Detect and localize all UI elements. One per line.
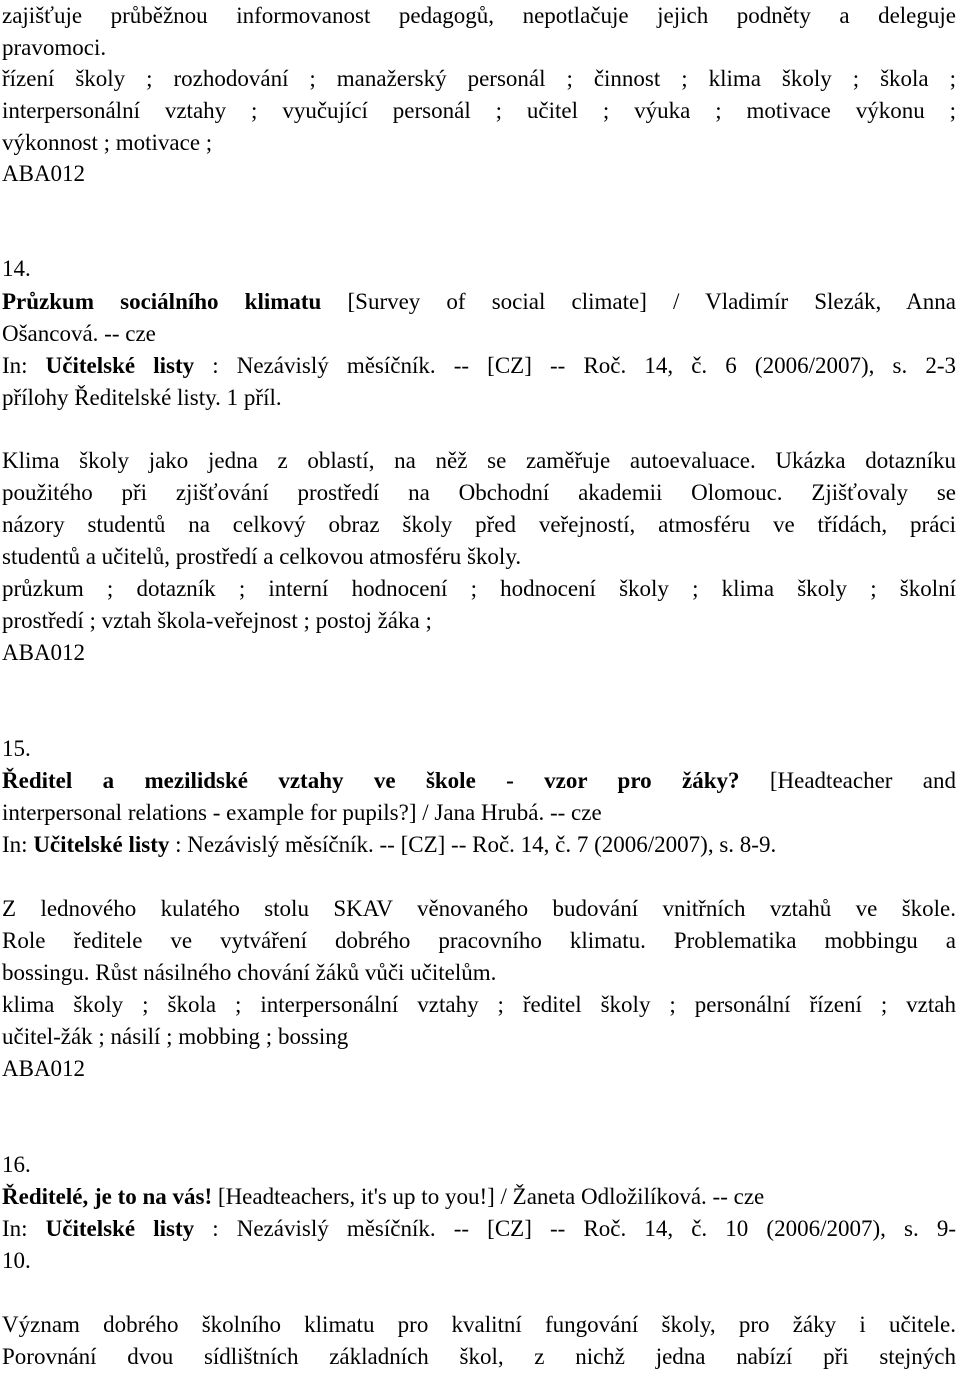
entry-title-line: Ošancová. -- cze [2,321,156,346]
source-journal: Učitelské listy [33,832,170,857]
prev-keywords-line: řízení školy ; rozhodování ; manažerský personál ; činnost ; klima školy ; škola ; [2,66,956,91]
entry-abstract-line: studentů a učitelů, prostředí a celkovou atmosféru školy. [2,544,522,569]
source-prefix: In: [2,1216,46,1241]
entry-keywords-line: učitel-žák ; násilí ; mobbing ; bossing [2,1024,349,1049]
entry-title-rest: [Headteachers, it's up to you!] / Žaneta Odložilíková. -- cze [212,1184,765,1209]
prev-keywords-line: interpersonální vztahy ; vyučující personál ; učitel ; výuka ; motivace výkonu ; [2,98,956,123]
entry-abstract-line: Role ředitele ve vytváření dobrého pracovního klimatu. Problematika mobbingu a [2,928,956,953]
entry-title-rest: [Headteacher and [739,768,957,793]
source-prefix: In: [2,832,34,857]
entry-abstract-line: Z lednového kulatého stolu SKAV věnovaného budování vnitřních vztahů ve škole. [2,896,956,921]
entry-title: Ředitel a mezilidské vztahy ve škole - vzor pro žáky? [2,768,740,793]
entry-title: Ředitelé, je to na vás! [2,1184,213,1209]
entry-keywords-line: prostředí ; vztah škola-veřejnost ; postoj žáka ; [2,608,432,633]
source-journal: Učitelské listy [45,353,195,378]
entry-abstract-line: Porovnání dvou sídlištních základních škol, z nichž jedna nabízí při stejných [2,1344,956,1369]
prev-abstract-line: zajišťuje průběžnou informovanost pedagogů, nepotlačuje jejich podněty a deleguje [2,3,956,28]
entry-source-line [2,1213,956,1245]
entry-title-rest: [Survey of social climate] / Vladimír Slezák, Anna [321,289,956,314]
entry-title-line [2,765,956,797]
entry-abstract-line: použitého při zjišťování prostředí na Obchodní akademii Olomouc. Zjišťovaly se [2,480,956,505]
entry-source-line: přílohy Ředitelské listy. 1 příl. [2,385,282,410]
entry-abstract-line: názory studentů na celkový obraz školy před veřejností, atmosféru ve třídách, práci [2,512,956,537]
entry-source-line [2,829,776,861]
entry-title-line [2,1181,764,1213]
entry-number: 16. [2,1152,31,1177]
entry-classification-code: ABA012 [2,1056,86,1081]
prev-classification-code: ABA012 [2,161,86,186]
entry-keywords-line: klima školy ; škola ; interpersonální vztahy ; ředitel školy ; personální řízení ; vztah [2,992,956,1017]
source-rest: : Nezávislý měsíčník. -- [CZ] -- Roč. 14, č. 7 (2006/2007), s. 8-9. [169,832,777,857]
entry-abstract-line: bossingu. Růst násilného chování žáků vůči učitelům. [2,960,497,985]
prev-keywords-line: výkonnost ; motivace ; [2,130,213,155]
entry-number: 15. [2,736,31,761]
entry-keywords-line: průzkum ; dotazník ; interní hodnocení ; hodnocení školy ; klima školy ; školní [2,576,956,601]
entry-source-line: 10. [2,1248,31,1273]
prev-abstract-line: pravomoci. [2,35,107,60]
entry-number: 14. [2,256,31,281]
entry-source-line [2,350,956,382]
entry-classification-code: ABA012 [2,640,86,665]
source-rest: : Nezávislý měsíčník. -- [CZ] -- Roč. 14, č. 6 (2006/2007), s. 2-3 [194,353,956,378]
source-rest: : Nezávislý měsíčník. -- [CZ] -- Roč. 14, č. 10 (2006/2007), s. 9- [194,1216,956,1241]
entry-title-line [2,286,956,318]
entry-abstract-line: Význam dobrého školního klimatu pro kvalitní fungování školy, pro žáky i učitele. [2,1312,956,1337]
source-journal: Učitelské listy [45,1216,195,1241]
entry-title: Průzkum sociálního klimatu [2,289,322,314]
source-prefix: In: [2,353,46,378]
entry-abstract-line: Klima školy jako jedna z oblastí, na něž se zaměřuje autoevaluace. Ukázka dotazníku [2,448,956,473]
entry-title-line: interpersonal relations - example for pupils?] / Jana Hrubá. -- cze [2,800,602,825]
